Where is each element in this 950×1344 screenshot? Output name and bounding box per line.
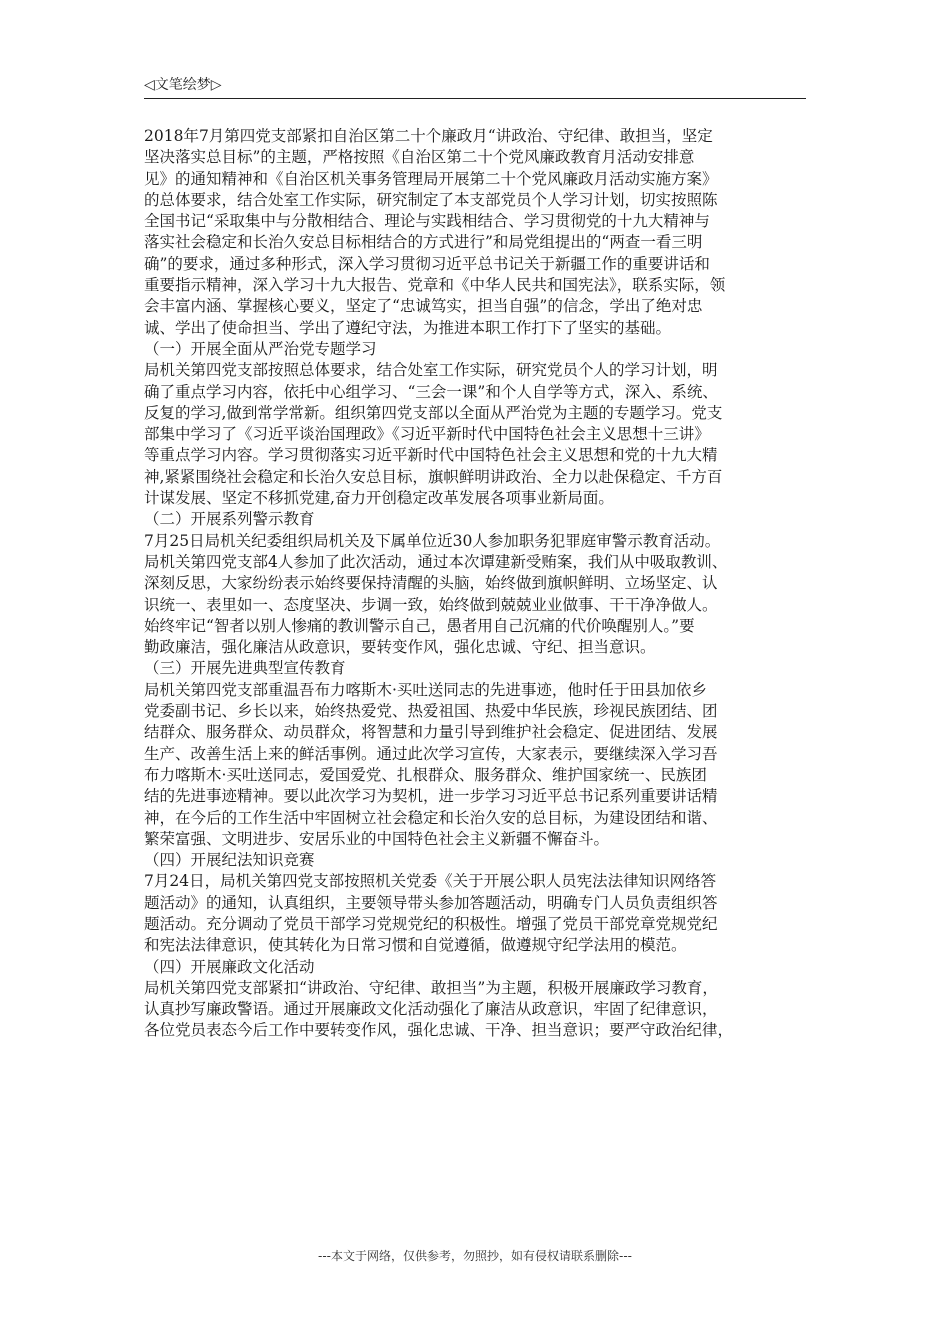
paragraph-line: 布力喀斯木·买吐送同志，爱国爱党、扎根群众、服务群众、维护国家统一、民族团 (144, 765, 707, 784)
paragraph-line: 局机关第四党支部紧扣“讲政治、守纪律、敢担当”为主题，积极开展廉政学习教育， (144, 978, 718, 997)
paragraph-line: 党委副书记、乡长以来，始终热爱党、热爱祖国、热爱中华民族，珍视民族团结、团 (144, 702, 718, 721)
paragraph-line: 确了重点学习内容，依托中心组学习、“三会一课”和个人自学等方式，深入、系统、 (144, 382, 718, 401)
paragraph-line: 勤政廉洁，强化廉洁从政意识，要转变作风，强化忠诚、守纪、担当意识。 (144, 638, 656, 657)
paragraph-line: 7月24日，局机关第四党支部按照机关党委《关于开展公职人员宪法法律知识网络答 (144, 872, 717, 891)
paragraph-line: 结的先进事迹精神。要以此次学习为契机，进一步学习习近平总书记系列重要讲话精 (144, 787, 718, 806)
paragraph-line: 诚、学出了使命担当、学出了遵纪守法，为推进本职工作打下了坚实的基础。 (144, 318, 672, 337)
paragraph-line: 各位党员表态今后工作中要转变作风，强化忠诚、干净、担当意识；要严守政治纪律， (144, 1021, 734, 1040)
paragraph-line: 神,紧紧围绕社会稳定和长治久安总目标，旗帜鲜明讲政治、全力以赴保稳定、千方百 (144, 467, 723, 486)
paragraph-line: 全国书记“采取集中与分散相结合、理论与实践相结合、学习贯彻党的十九大精神与 (144, 212, 710, 231)
paragraph-line: 2018年7月第四党支部紧扣自治区第二十个廉政月“讲政治、守纪律、敢担当，坚定 (144, 127, 713, 145)
paragraph-line: 题活动》的通知，认真组织，主要领导带头参加答题活动，明确专门人员负责组织答 (144, 893, 718, 912)
paragraph-line: 见》的通知精神和《自治区机关事务管理局开展第二十个党风廉政月活动实施方案》 (144, 169, 718, 188)
paragraph-line: 和宪法法律意识，使其转化为日常习惯和自觉遵循，做遵规守纪学法用的模范。 (144, 936, 687, 955)
paragraph-line: 计谋发展、坚定不移抓党建,奋力开创稳定改革发展各项事业新局面。 (144, 489, 614, 508)
paragraph-line: 的总体要求，结合处室工作实际，研究制定了本支部党员个人学习计划，切实按照陈 (144, 190, 718, 209)
page-header (144, 76, 806, 99)
section-heading: （一）开展全面从严治党专题学习 (144, 339, 377, 358)
paragraph-line: 坚决落实总目标”的主题，严格按照《自治区第二十个党风廉政教育月活动安排意 (144, 148, 695, 167)
paragraph-line: 神，在今后的工作生活中牢固树立社会稳定和长治久安的总目标，为建设团结和谐、 (144, 808, 718, 827)
paragraph-line: 反复的学习,做到常学常新。组织第四党支部以全面从严治党为主题的专题学习。党支 (144, 403, 723, 422)
paragraph-line: 生产、改善生活上来的鲜活事例。通过此次学习宣传，大家表示，要继续深入学习吾 (144, 744, 718, 763)
paragraph-line: 会丰富内涵、掌握核心要义，坚定了“忠诚笃实，担当自强”的信念，学出了绝对忠 (144, 297, 703, 316)
paragraph-line: 确”的要求，通过多种形式，深入学习贯彻习近平总书记关于新疆工作的重要讲话和 (144, 254, 710, 273)
paragraph-line: 认真抄写廉政警语。通过开展廉政文化活动强化了廉洁从政意识，牢固了纪律意识， (144, 1000, 718, 1019)
paragraph-line: 7月25日局机关纪委组织局机关及下属单位近30人参加职务犯罪庭审警示教育活动。 (144, 531, 721, 550)
paragraph-line: 深刻反思，大家纷纷表示始终要保持清醒的头脑，始终做到旗帜鲜明、立场坚定、认 (144, 574, 718, 593)
paragraph-line: 部集中学习了《习近平谈治国理政》《习近平新时代中国特色社会主义思想十三讲》 (144, 425, 710, 444)
paragraph-line: 局机关第四党支部按照总体要求，结合处室工作实际，研究党员个人的学习计划，明 (144, 361, 718, 380)
paragraph-line: 识统一、表里如一、态度坚决、步调一致，始终做到兢兢业业做事、干干净净做人。 (144, 595, 718, 614)
footer-disclaimer: ---本文于网络，仅供参考，勿照抄，如有侵权请联系删除--- (318, 1249, 632, 1263)
section-heading: （三）开展先进典型宣传教育 (144, 659, 346, 678)
section-heading: （四）开展廉政文化活动 (144, 957, 315, 976)
paragraph-line: 局机关第四党支部重温吾布力喀斯木·买吐送同志的先进事迹，他时任于田县加依乡 (144, 680, 707, 699)
paragraph-line: 落实社会稳定和长治久安总目标相结合的方式进行”和局党组提出的“两查一看三明 (144, 233, 703, 252)
header-logo: ◁文笔绘梦▷ (144, 77, 222, 93)
paragraph-line: 等重点学习内容。学习贯彻落实习近平新时代中国特色社会主义思想和党的十九大精 (144, 446, 718, 465)
paragraph-line: 局机关第四党支部4人参加了此次活动，通过本次谭建新受贿案，我们从中吸取教训、 (144, 552, 728, 571)
section-heading: （二）开展系列警示教育 (144, 510, 315, 529)
section-heading: （四）开展纪法知识竞赛 (144, 851, 315, 870)
paragraph-line: 繁荣富强、文明进步、安居乐业的中国特色社会主义新疆不懈奋斗。 (144, 829, 610, 848)
paragraph-line: 题活动。充分调动了党员干部学习党规党纪的积极性。增强了党员干部党章党规党纪 (144, 914, 718, 933)
paragraph-line: 重要指示精神，深入学习十九大报告、党章和《中华人民共和国宪法》，联系实际，领 (144, 276, 726, 295)
document-body (144, 126, 808, 1042)
paragraph-line: 结群众、服务群众、动员群众，将智慧和力量引导到维护社会稳定、促进团结、发展 (144, 723, 718, 742)
paragraph-line: 始终牢记“智者以别人惨痛的教训警示自己，愚者用自己沉痛的代价唤醒别人。”要 (144, 616, 695, 635)
